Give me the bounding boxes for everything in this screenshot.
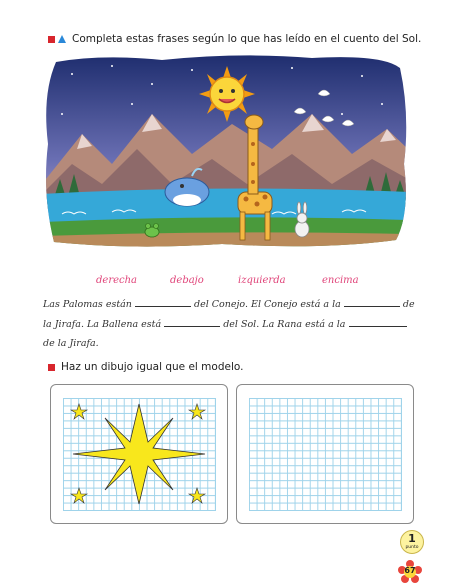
word-encima: encima (322, 275, 359, 286)
answer-blank-4[interactable] (349, 318, 407, 327)
model-grid-panel (50, 384, 228, 524)
red-square-icon (48, 36, 55, 43)
star-drawing (63, 398, 215, 510)
instruction-1 (48, 33, 421, 45)
big-star-shape (73, 404, 205, 504)
answer-blank-3[interactable] (164, 318, 220, 327)
word-debajo: debajo (170, 275, 204, 286)
sentence-line-2: la Jirafa. La Ballena está del Sol. La Rana está a la (43, 318, 407, 330)
sentence-line-1: Las Palomas están del Conejo. El Conejo está a la de (43, 299, 415, 310)
word-bank (0, 275, 452, 291)
page-number-flower (398, 560, 422, 584)
instruction-2-text: Haz un dibujo igual que el modelo. (61, 361, 244, 373)
page-number: 67 (404, 566, 416, 575)
blue-triangle-icon (58, 35, 66, 43)
red-square-icon (48, 364, 55, 371)
word-izquierda: izquierda (238, 275, 286, 286)
model-grid (63, 398, 216, 511)
drawing-grid-panel (236, 384, 414, 524)
answer-blank-2[interactable] (344, 298, 400, 307)
story-illustration (42, 54, 408, 248)
sun-character (199, 66, 255, 122)
drawing-grid[interactable] (249, 398, 402, 511)
sentence-line-3: de la Jirafa. (43, 338, 99, 349)
word-derecha: derecha (96, 275, 138, 286)
answer-blank-1[interactable] (135, 298, 191, 307)
points-badge: 1 punto (400, 530, 424, 554)
instruction-2 (48, 361, 243, 373)
instruction-1-text: Completa estas frases según lo que has leído en el cuento del Sol. (72, 33, 422, 45)
